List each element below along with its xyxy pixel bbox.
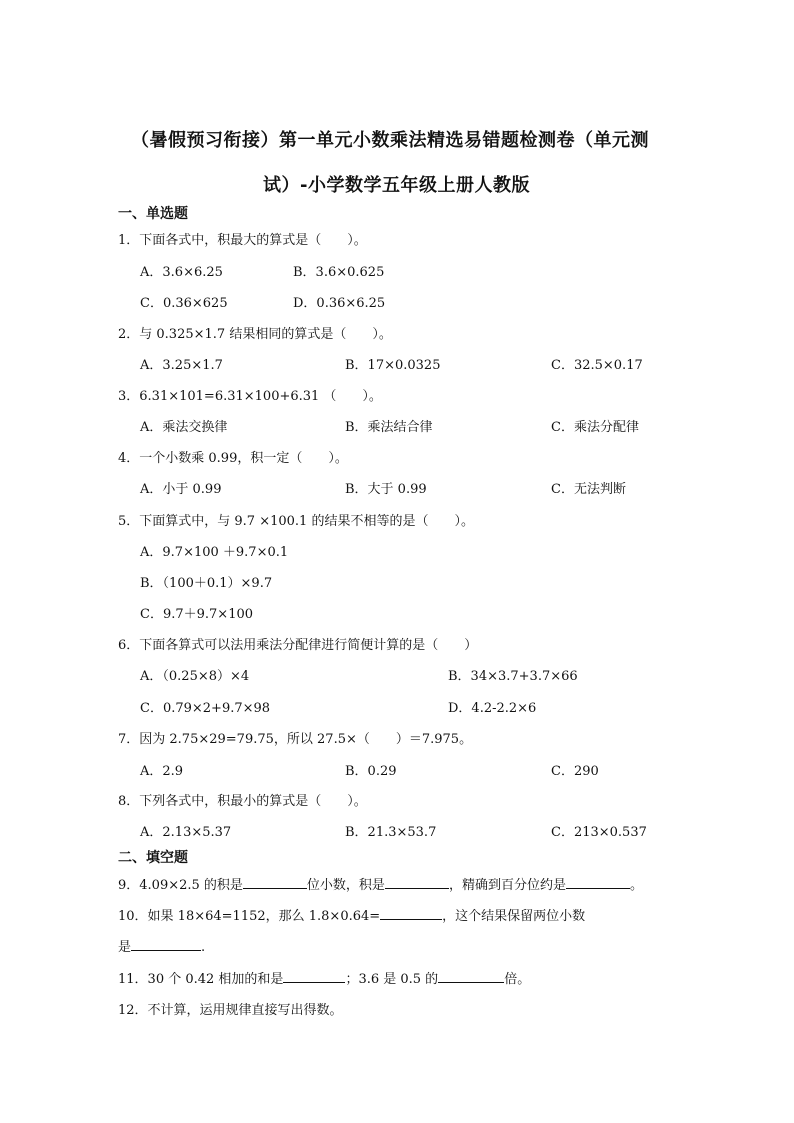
question-10-text-2: ，这个结果保留两位小数 [442,909,586,924]
document-title-line-1: （暑假预习衔接）第一单元小数乘法精选易错题检测卷（单元测 [131,130,649,151]
question-10-text-4: . [201,940,206,955]
question-3-option-b: B．乘法结合律 [345,420,433,435]
question-6-option-a: A．（0.25×8）×4 [140,669,250,684]
question-9-text-2: 位小数，积是 [306,878,385,893]
question-5-option-a: A．9.7×100 ＋9.7×0.1 [140,545,289,560]
question-9 [118,874,643,893]
question-11-text-2: ；3.6 是 0.5 的 [345,972,439,987]
question-9-text-1: 9．4.09×2.5 的积是 [118,878,243,893]
question-7-stem: 7．因为 2.75×29=79.75，所以 27.5×（ ）＝7.975。 [118,732,473,747]
question-6-option-d: D．4.2-2.2×6 [448,701,537,716]
question-9-text-3: ，精确到百分位约是 [448,878,566,893]
question-11-blank-2[interactable] [438,968,504,983]
question-1-option-d: D．0.36×6.25 [293,296,386,311]
question-11-text-1: 11．30 个 0.42 相加的和是 [118,972,284,987]
question-5-stem: 5．下面算式中，与 9.7 ×100.1 的结果不相等的是（ ）。 [118,514,474,529]
question-10-line-2 [118,936,205,955]
question-10-text-3: 是 [118,940,132,955]
question-2-stem: 2．与 0.325×1.7 结果相同的算式是（ ）。 [118,327,392,342]
question-6-option-b: B．34×3.7+3.7×66 [448,669,578,684]
question-7-option-a: A．2.9 [140,764,184,779]
question-9-blank-1[interactable] [243,874,307,889]
question-4-option-c: C．无法判断 [551,482,626,497]
question-8-stem: 8．下列各式中，积最小的算式是（ ）。 [118,794,367,809]
question-6-option-c: C．0.79×2+9.7×98 [140,701,271,716]
question-10-blank-2[interactable] [131,936,201,951]
question-8-option-b: B．21.3×53.7 [345,825,437,840]
question-1-stem: 1．下面各式中，积最大的算式是（ ）。 [118,233,367,248]
question-8-option-a: A．2.13×5.37 [140,825,232,840]
question-1-option-b: B．3.6×0.625 [293,265,385,280]
question-4-stem: 4．一个小数乘 0.99，积一定（ ）。 [118,451,348,466]
question-1-option-a: A．3.6×6.25 [140,265,223,280]
question-10-line-1 [118,905,585,924]
question-6-stem: 6．下面各算式可以法用乘法分配律进行简便计算的是（ ） [118,638,478,653]
question-2-option-c: C．32.5×0.17 [551,358,643,373]
question-4-option-a: A．小于 0.99 [140,482,222,497]
question-3-option-c: C．乘法分配律 [551,420,639,435]
question-2-option-b: B．17×0.0325 [345,358,441,373]
question-9-text-4: 。 [629,878,643,893]
document-title-line-2: 试）-小学数学五年级上册人教版 [263,175,530,196]
question-5-option-b: B．（100＋0.1）×9.7 [140,576,273,591]
question-8-option-c: C．213×0.537 [551,825,647,840]
question-10-text-1: 10．如果 18×64=1152，那么 1.8×0.64= [118,909,381,924]
question-10-blank-1[interactable] [380,905,442,920]
question-7-option-b: B．0.29 [345,764,397,779]
question-4-option-b: B．大于 0.99 [345,482,427,497]
question-7-option-c: C．290 [551,764,599,779]
section-header-fill: 二、填空题 [118,850,188,866]
question-1-option-c: C．0.36×625 [140,296,228,311]
question-9-blank-2[interactable] [385,874,449,889]
question-12-stem: 12．不计算，运用规律直接写出得数。 [118,1003,343,1018]
question-11-blank-1[interactable] [283,968,345,983]
section-header-choice: 一、单选题 [118,206,188,222]
question-11 [118,968,530,987]
question-3-option-a: A．乘法交换律 [140,420,228,435]
question-2-option-a: A．3.25×1.7 [140,358,223,373]
question-11-text-3: 倍。 [504,972,531,987]
question-5-option-c: C．9.7＋9.7×100 [140,607,254,622]
question-3-stem: 3．6.31×101=6.31×100+6.31 （ ）。 [118,389,382,404]
question-9-blank-3[interactable] [566,874,630,889]
